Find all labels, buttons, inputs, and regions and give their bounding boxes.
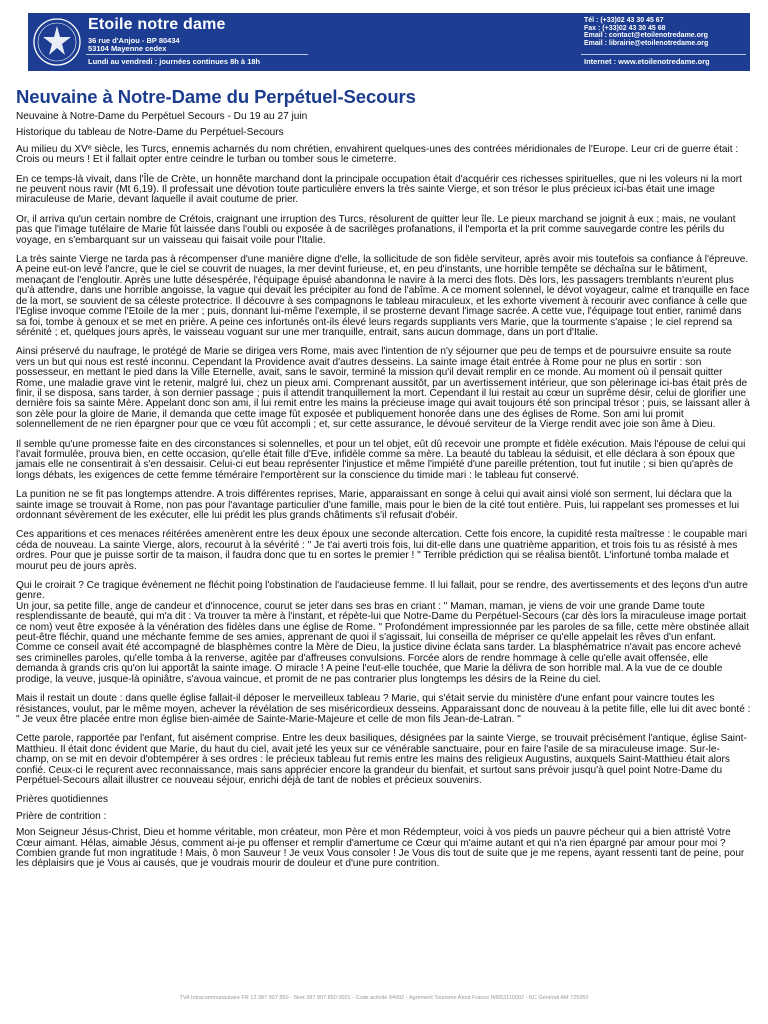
paragraph: Or, il arriva qu'un certain nombre de Crétois, craignant une irruption des Turcs, résolurent de quitter leur île. Le pieux marchand se joignit à eux ; mais, ne voulant pas que l'image tutélaire de Marie fût laissée dans l'oubli ou exposée à de sacrilèges profanations, il l'emporta et la prit comme sauvegarde contre les périls du voyage, en s'embarquant sur un vaisseau qui faisait voile pour l'Italie. — [16, 213, 736, 246]
phone: Tél : (+33)02 43 30 45 67 — [584, 17, 664, 24]
star-seal-icon — [32, 17, 82, 67]
subtitle: Neuvaine à Notre-Dame du Perpétuel Secours - Du 19 au 27 juin — [16, 111, 308, 122]
divider — [86, 54, 308, 55]
paragraph: Qui le croirait ? Ce tragique événement ne fléchit poing l'obstination de l'audacieuse femme. Il lui fallait, pour se rendre, des avertissements et des leçons d'un autre genre. — [16, 580, 748, 602]
paragraph: La punition ne se fit pas longtemps attendre. A trois différentes reprises, Marie, apparaissant en songe à celui qui avait ainsi violé son serment, lui déclara que la sainte image se trouvait à Rome, non pas pour l'avantage particulier d'une famille, mais pour le bien de la cité tout entière. Puis, lui rappelant ses promesses et lui ordonnant sévèrement de les exécuter, elle lui prédit les plus grands châtiments s'il refusait d'obéir. — [16, 489, 740, 521]
fax: Fax : (+33)02 43 30 45 68 — [584, 24, 666, 32]
paragraph: Mon Seigneur Jésus-Christ, Dieu et homme véritable, mon créateur, mon Père et mon Rédempteur, voici à vos pieds un pauvre pécheur qui a bien attristé Votre Cœur aimant. Hélas, aimable Jésus, comment ai-je pu offenser et remplir d'amertume ce Cœur qui m'aime autant et qui n'a rien épargné par amour pour moi ? Combien grande fut mon ingratitude ! Mais, ô mon Sauveur ! Je veux Vous consoler ! Je Vous dis tout de suite que je me repens, ayant ressenti tant de peine, pour les déplaisirs que je Vous ai causés, que je voudrais mourir de douleur et d'une pure contrition. — [16, 827, 745, 870]
paragraph: Ainsi préservé du naufrage, le protégé de Marie se dirigea vers Rome, mais avec l'intention de n'y séjourner que peu de temps et de poursuivre ensuite sa route vers un but qui nous est resté inconnu. Cependant la Providence avait d'autres desseins. La sainte image était entrée à Rome pour ne plus en sortir : son possesseur, en mettant le pied dans la Ville Eternelle, avait, sans le savoir, terminé la mission qu'il devait remplir en ce monde. Au moment où il pensait quitter Rome, une maladie grave vint le retenir, malgré lui, chez un pieux ami. Comprenant aussitôt, par un avertissement intérieur, que son pèlerinage ici-bas était près de finir, il se disposa, sans tarder, à son dernier passage ; puis il attendit tranquillement la mort. Cependant il lui restait au cœur un suprême désir, celui de glorifier une dernière fois sa sainte Mère. Appelant donc son ami, il lui remit entre les mains la précieuse image qui avait toujours été son principal trésor ; puis, se laissant aller à son zèle pour la gloire de Marie, il demanda que cette image fût exposée et publiquement honorée dans une des églises de Rome. Son ami lui promit solennellement de ne rien épargner pour que ce vœu fût accompli ; et, sur cette assurance, le dévoué serviteur de la Vierge rendit avec joie son âme à Dieu. — [16, 346, 750, 431]
paragraph: Il semble qu'une promesse faite en des circonstances si solennelles, et pour un tel objet, eût dû recevoir une prompte et fidèle exécution. Mais l'épouse de celui qui l'avait formulée, prouva bien, en cette occasion, qu'elle était fille d'Eve, infidèle comme sa mère. La beauté du tableau la séduisit, et elle déclara à son époux que jamais elle ne consentirait à s'en dessaisir. Celui-ci eut beau représenter l'injustice et même l'impiété d'une pareille prétention, tout fut inutile ; si bien qu'après de longs débats, les exigences de cette femme téméraire l'emportèrent sur la conscience du timide mari : le tableau fut conservé. — [16, 438, 746, 481]
email-librairie[interactable]: Email : librairie@etoilenotredame.org — [584, 39, 709, 47]
section-heading: Prière de contrition : — [16, 810, 107, 822]
paragraph: Cette parole, rapportée par l'enfant, fut aisément comprise. Entre les deux basiliques, désignées par la sainte Vierge, se trouvait précisément l'antique, église Saint-Matthieu. Il était donc évident que Marie, du haut du ciel, avait jeté les yeux sur ce vénérable sanctuaire, pour en faire l'asile de sa miraculeuse image. Sur-le-champ, on se mit en devoir d'obtempérer à ses ordres : le précieux tableau fut remis entre les mains des religieux Augustins, auxquels Saint-Matthieu était alors confié. Ceux-ci le reçurent avec reconnaissance, mais sans apprécier encore la grandeur du bienfait, et surtout sans prévoir jusqu'à quel point Notre-Dame du Perpétuel-Secours allait illustrer ce nouveau séjour, enrichi déjà de tant de nobles et précieux souvenirs. — [16, 733, 747, 786]
paragraph: Un jour, sa petite fille, ange de candeur et d'innocence, courut se jeter dans ses bras en criant : " Maman, maman, je viens de voir une grande Dame toute resplendissante de beauté, qui m'a dit : Va trouver ta mère à l'instant, et répète-lui que Notre-Dame du Perpétuel-Secours (car dès lors la miraculeuse image portait ce nom) veut être exposée à la vénération des fidèles dans une église de Rome. " Profondément impressionnée par les paroles de sa fille, cette mère obstinée allait peut-être fléchir, quand une méchante femme de ses amies, apprenant de quoi il s'agissait, lui conseilla de mépriser ce qu'elle appelait les rêves d'un enfant. Comme ce conseil avait été accompagné de blasphèmes contre la Mère de Dieu, la justice divine éclata sans tarder. La blasphématrice n'avait pas encore achevé ses criminelles paroles, qu'elle tomba à la renverse, agitée par d'affreuses convulsions. Forcée alors de rendre hommage à celle qu'elle avait offensée, elle demanda à grands cris qu'on lui apportât la sainte image. O miracle ! A peine l'eut-elle touchée, que Marie la délivra de son horrible mal. A la vue de ce double prodige, la veuve, jusque-là opiniâtre, s'avoua vaincue, et promit de ne pas contrarier plus longtemps les désirs de la Reine du ciel. — [16, 600, 749, 685]
address-line: 53104 Mayenne cedex — [88, 44, 167, 53]
divider — [581, 54, 746, 55]
header-banner — [28, 13, 750, 71]
page-title: Neuvaine à Notre-Dame du Perpétuel-Secours — [16, 86, 416, 107]
section-heading: Historique du tableau de Notre-Dame du Perpétuel-Secours — [16, 127, 284, 139]
brand-name: Etoile notre dame — [88, 16, 226, 33]
section-heading: Prières quotidiennes — [16, 794, 109, 806]
website-link[interactable]: Internet : www.etoilenotredame.org — [584, 57, 710, 66]
email-contact[interactable]: Email : contact@etoilenotredame.org — [584, 32, 708, 40]
paragraph: Au milieu du XVᵉ siècle, les Turcs, ennemis acharnés du nom chrétien, envahirent quelques-unes des contrées méridionales de l'Europe. Leur cri de guerre était : Crois ou meurs ! Et il fallait opter entre ceindre le turban ou tomber sous le cimeterre. — [16, 143, 739, 166]
address-line: 36 rue d'Anjou - BP 80434 — [88, 36, 180, 45]
contact-info — [584, 17, 708, 47]
address — [88, 37, 180, 53]
opening-hours: Lundi au vendredi : journées continues 8h à 18h — [88, 57, 261, 66]
paragraph: Ces apparitions et ces menaces réitérées amenèrent entre les deux époux une seconde altercation. Cette fois encore, la cupidité resta maîtresse : le coupable mari céda de nouveau. La sainte Vierge, alors, recourut à la sévérité : " Je t'ai averti trois fois, lui dit-elle dans une quatrième apparition, et trois fois tu as résisté à mes ordres. Pour que je puisse sortir de ta maison, il faudra donc que tu en sortes le premier ! " Terrible prédiction qui se réalisa bientôt. L'infortuné tomba malade et mourut peu de jours après. — [16, 529, 748, 572]
document-body — [16, 112, 752, 879]
paragraph: En ce temps-là vivait, dans l'Île de Crète, un honnête marchand dont la principale occupation était d'acquérir ces richesses spirituelles, que ni les voleurs ni la mort ne peuvent nous ravir (Mt 6,19). Il professait une dévotion toute particulière envers la très sainte Vierge, et son trésor le plus précieux ici-bas était une image miraculeuse de Marie, devant laquelle il avait coutume de prier. — [16, 173, 742, 206]
paragraph: La très sainte Vierge ne tarda pas à récompenser d'une manière digne d'elle, la sollicitude de son fidèle serviteur, après avoir mis toutefois sa confiance à l'épreuve. A peine eut-on levé l'ancre, que le ciel se couvrit de nuages, la mer devint furieuse, et, en peu d'instants, une horrible tempête se déchaîna sur le bâtiment, menaçant de l'engloutir. Après une lutte désespérée, l'équipage épuisé abandonna le navire à la merci des flots. Dès lors, les passagers tremblants n'eurent plus qu'à attendre, dans une horrible angoisse, la vague qui devait les précipiter au fond de l'abîme. A ce moment solennel, le dévot voyageur, calme et tranquille en face de la mort, se souvient de sa céleste protectrice. Il découvre à ses compagnons le tableau miraculeux, et les exhorte vivement à recourir avec confiance à celle que l'Eglise invoque comme l'Etoile de la mer ; puis, donnant lui-même l'exemple, il se prosterne devant l'image sacrée. A cette vue, l'équipage tout entier, ranimé dans sa foi, tombe à genoux et se met en prière. A peine ces infortunés ont-ils élevé leurs regards suppliants vers Marie, que la tourmente s'apaise ; le ciel reprend sa sérénité ; et, quelques jours après, le vaisseau voguant sur une mer tranquille, entrait, sans aucun dommage, dans un port d'Italie. — [16, 254, 750, 338]
paragraph: Mais il restait un doute : dans quelle église fallait-il déposer le merveilleux tableau ? Marie, qui s'était servie du ministère d'une enfant pour vaincre toutes les résistances, voulut, par le même moyen, achever la révélation de ses miséricordieux desseins. Apparaissant donc de nouveau à la petite fille, elle lui dit avec bonté : " Je veux être placée entre mon église bien-aimée de Sainte-Marie-Majeure et celle de mon fils Jean-de-Latran. " — [16, 693, 751, 725]
footer-legal: TVA Intracommunautaire FR 12 387 907 850 - Siret 387 907 850 0001 - Code activité 9499Z - Agrément Tourisme Atout France IM053110002 - RC Générali AM 725950 — [179, 995, 589, 1001]
